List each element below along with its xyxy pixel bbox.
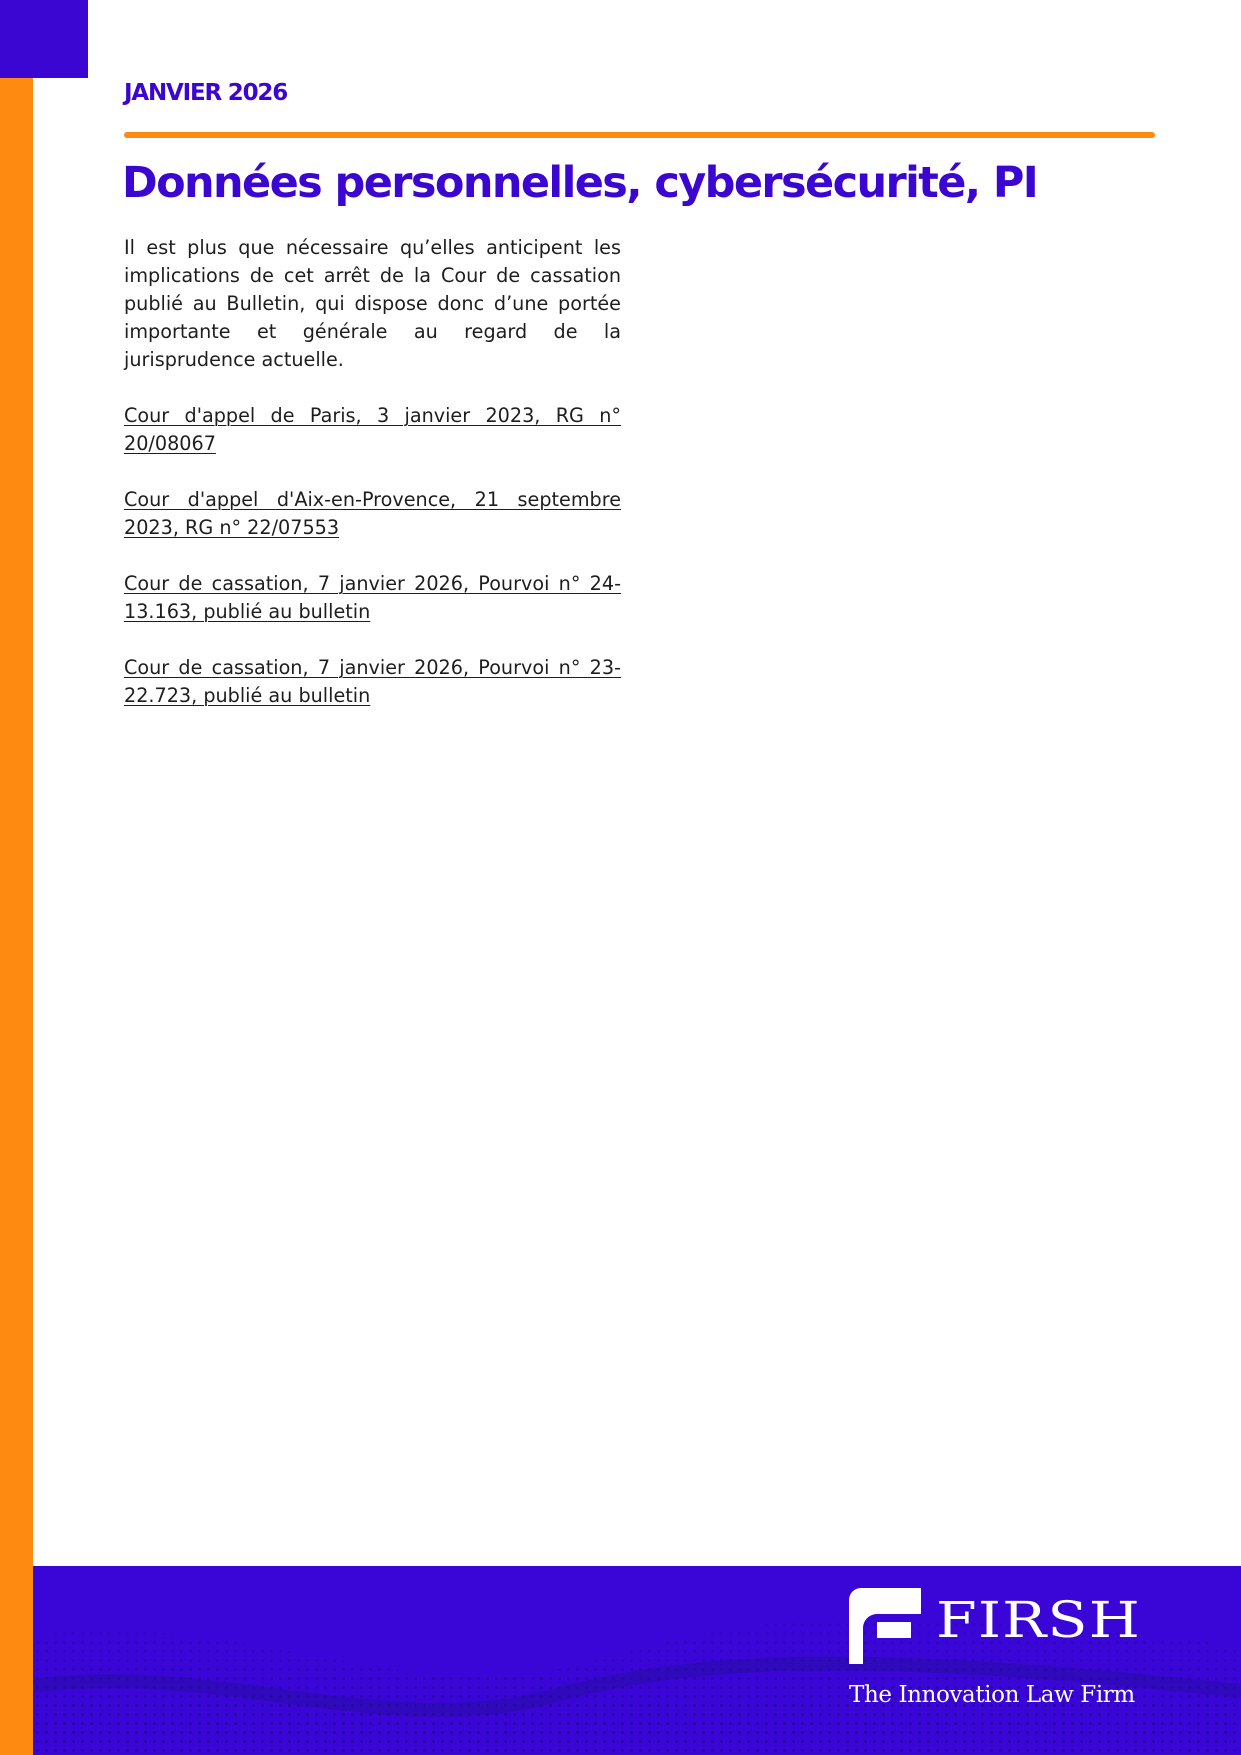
reference-item [124, 570, 621, 626]
firsh-wordmark [936, 1592, 1141, 1642]
footer-tagline: The Innovation Law Firm [849, 1682, 1135, 1708]
reference-item [124, 402, 621, 458]
reference-item [124, 654, 621, 710]
svg-text:FIRSH: FIRSH [936, 1592, 1141, 1642]
reference-item [124, 486, 621, 542]
firsh-logo-icon [849, 1588, 921, 1664]
footer-banner [33, 1566, 1241, 1755]
reference-link-cassation-2[interactable]: Cour de cassation, 7 janvier 2026, Pourvoi n° 23-22.723, publié au bulletin [124, 656, 621, 707]
reference-link-aix[interactable]: Cour d'appel d'Aix-en-Provence, 21 septembre 2023, RG n° 22/07553 [124, 488, 621, 539]
corner-block [0, 0, 88, 78]
issue-date-label: JANVIER 2026 [124, 80, 288, 106]
side-accent-bar [0, 0, 33, 1755]
reference-link-paris[interactable]: Cour d'appel de Paris, 3 janvier 2023, RG n° 20/08067 [124, 404, 621, 455]
header-divider [124, 132, 1155, 138]
article-column [124, 234, 621, 738]
page-title: Données personnelles, cybersécurité, PI [122, 158, 1038, 208]
body-paragraph: Il est plus que nécessaire qu’elles anticipent les implications de cet arrêt de la Cour de cassation publié au Bulletin, qui dispose donc d’une portée importante et générale au regard de la jurisprudence actuelle. [124, 236, 621, 371]
reference-link-cassation-1[interactable]: Cour de cassation, 7 janvier 2026, Pourvoi n° 24-13.163, publié au bulletin [124, 572, 621, 623]
